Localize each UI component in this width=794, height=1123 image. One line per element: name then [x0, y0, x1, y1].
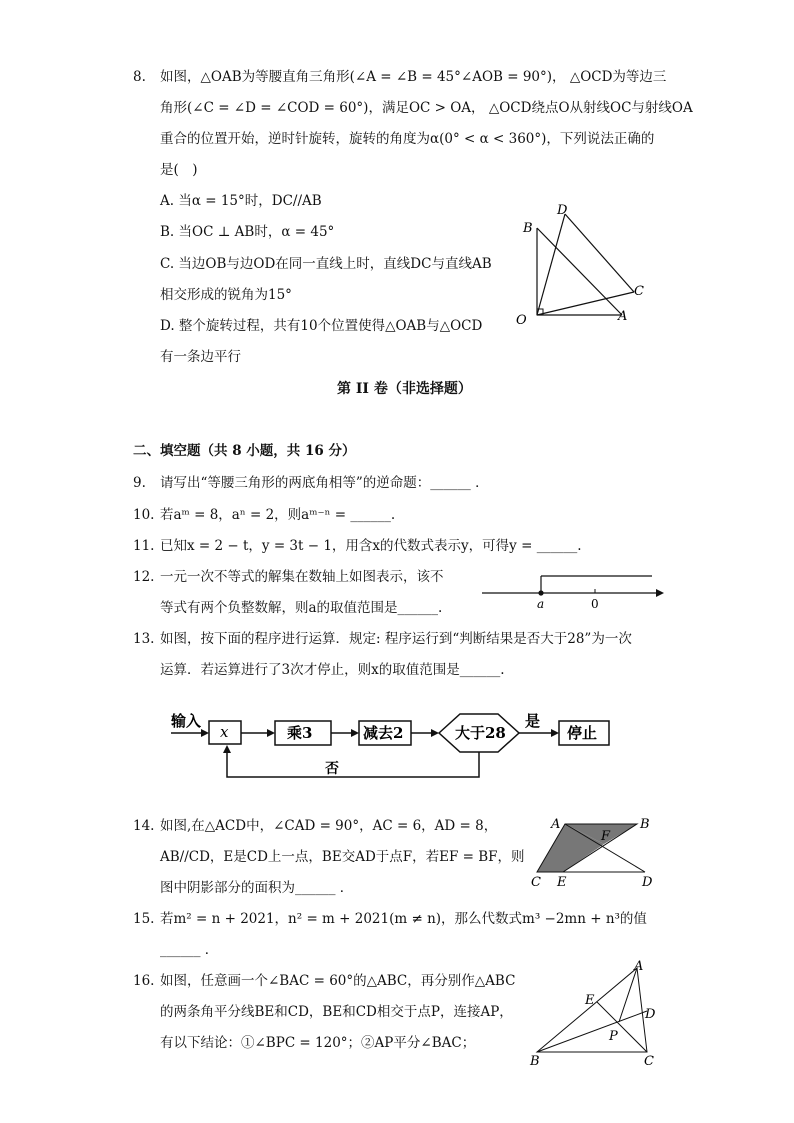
q8-option-b: B. 当OC ⊥ AB时，α = 45° [160, 224, 335, 240]
q14-label-D: D [642, 875, 653, 890]
flow-arrow-2 [267, 729, 275, 737]
flow-arrow-5 [551, 729, 559, 737]
section2-title: 第 II 卷（非选择题） [337, 381, 472, 397]
q8-option-c: C. 当边OB与边OD在同一直线上时，直线DC与直线AB [160, 256, 492, 272]
flow-sub-label: 减去2 [363, 724, 404, 742]
q16-label-E: E [585, 993, 595, 1008]
q12-number: 12. [133, 569, 155, 585]
q15-line-1: 若m² = n + 2021，n² = m + 2021(m ≠ n)，那么代数式m³ −2mn + n³的值 [160, 911, 647, 927]
flow-x-label: x [220, 723, 229, 741]
q16-label-D: D [645, 1007, 656, 1022]
q12-number-line [480, 570, 670, 620]
q15-number: 15. [133, 911, 155, 927]
flow-arrow-3 [351, 729, 359, 737]
q8-option-d-cont: 有一条边平行 [160, 349, 241, 365]
q8-label-C: C [634, 284, 644, 299]
fill-section-title: 二、填空题（共 8 小题，共 16 分） [133, 443, 356, 459]
q13-flowchart [165, 700, 625, 790]
q8-seg-DC [565, 214, 634, 292]
q8-label-A: A [618, 309, 628, 324]
q14-label-C: C [531, 875, 541, 890]
flow-loop-arrow [223, 745, 231, 753]
q8-line-3: 重合的位置开始，逆时针旋转，旋转的角度为α(0° < α < 360°)，下列说法正确的 [160, 131, 655, 147]
q8-line-1: 如图，△OAB为等腰直角三角形(∠A = ∠B = 45°∠AOB = 90°)， △OCD为等边三 [160, 69, 667, 85]
q8-line-2: 角形(∠C = ∠D = ∠COD = 60°)，满足OC > OA， △OCD绕点O从射线OC与射线OA [160, 100, 693, 116]
flow-mul-label: 乘3 [287, 724, 313, 742]
flow-loop-line [227, 752, 479, 777]
q14-label-F: F [601, 829, 611, 844]
q12-axis-arrow [656, 589, 664, 597]
q12-line-2: 等式有两个负整数解，则a的取值范围是______. [160, 600, 443, 616]
q16-line-1: 如图，任意画一个∠BAC = 60°的△ABC，再分别作△ABC [160, 973, 516, 989]
flow-arrow-4 [431, 729, 439, 737]
q16-seg-BE [537, 1011, 647, 1052]
q14-line-2: AB//CD，E是CD上一点，BE交AD于点F，若EF = BF，则 [160, 849, 525, 865]
flow-input-label: 输入 [171, 712, 202, 730]
q14-line-1: 如图,在△ACD中，∠CAD = 90°，AC = 6，AD = 8， [160, 818, 498, 834]
q14-figure [525, 812, 665, 892]
q12-line-1: 一元一次不等式的解集在数轴上如图表示，该不 [160, 569, 444, 585]
q14-number: 14. [133, 818, 155, 834]
q16-number: 16. [133, 973, 155, 989]
q16-label-B: B [530, 1054, 540, 1069]
q16-line-3: 有以下结论：①∠BPC = 120°；②AP平分∠BAC； [160, 1035, 476, 1051]
q16-label-P: P [609, 1029, 618, 1044]
q12-point-a [538, 590, 543, 595]
q8-option-d: D. 整个旋转过程，共有10个位置使得△OAB与△OCD [160, 318, 483, 334]
q11-number: 11. [133, 538, 155, 554]
q8-label-O: O [516, 313, 527, 328]
q8-line-4: 是( ) [160, 162, 198, 178]
flow-cmp-label: 大于28 [455, 724, 506, 742]
q11-text: 已知x = 2 − t，y = 3t − 1，用含x的代数式表示y，可得y = ______. [160, 538, 582, 554]
q8-seg-BA [537, 228, 622, 315]
q8-figure [510, 200, 660, 330]
q10-number: 10. [133, 507, 155, 523]
q16-triangle-ABC [537, 968, 647, 1052]
q13-line-1: 如图，按下面的程序进行运算．规定: 程序运行到“判断结果是否大于28”为一次 [160, 631, 632, 647]
q8-seg-OD [537, 214, 565, 315]
q8-option-a: A. 当α = 15°时，DC//AB [160, 193, 322, 209]
q13-line-2: 运算．若运算进行了3次才停止，则x的取值范围是______. [160, 662, 505, 678]
q8-option-c-cont: 相交形成的锐角为15° [160, 287, 292, 303]
q8-label-B: B [523, 221, 533, 236]
q12-label-zero: 0 [591, 597, 599, 611]
flow-no-label: 否 [325, 761, 339, 777]
q14-label-A: A [551, 817, 561, 832]
flow-arrow-1 [201, 729, 209, 737]
q16-figure [525, 958, 665, 1068]
q9-text: 请写出“等腰三角形的两底角相等”的逆命题：______ ． [160, 475, 489, 491]
flow-yes-label: 是 [525, 712, 541, 730]
q13-number: 13. [133, 631, 155, 647]
q14-line-3: 图中阴影部分的面积为______ ． [160, 880, 354, 896]
q8-number: 8. [133, 69, 146, 85]
q14-label-B: B [640, 817, 650, 832]
q14-label-E: E [557, 875, 567, 890]
q10-text: 若aᵐ = 8，aⁿ = 2，则aᵐ⁻ⁿ = ______. [160, 507, 396, 523]
q9-number: 9. [133, 475, 146, 491]
q8-label-D: D [557, 203, 568, 218]
q15-line-2: ______ ． [160, 942, 219, 958]
q16-label-A: A [634, 959, 644, 974]
q16-line-2: 的两条角平分线BE和CD，BE和CD相交于点P，连接AP， [160, 1004, 513, 1020]
q16-label-C: C [644, 1054, 654, 1069]
flow-stop-label: 停止 [567, 724, 598, 742]
q12-label-a: a [537, 597, 545, 611]
